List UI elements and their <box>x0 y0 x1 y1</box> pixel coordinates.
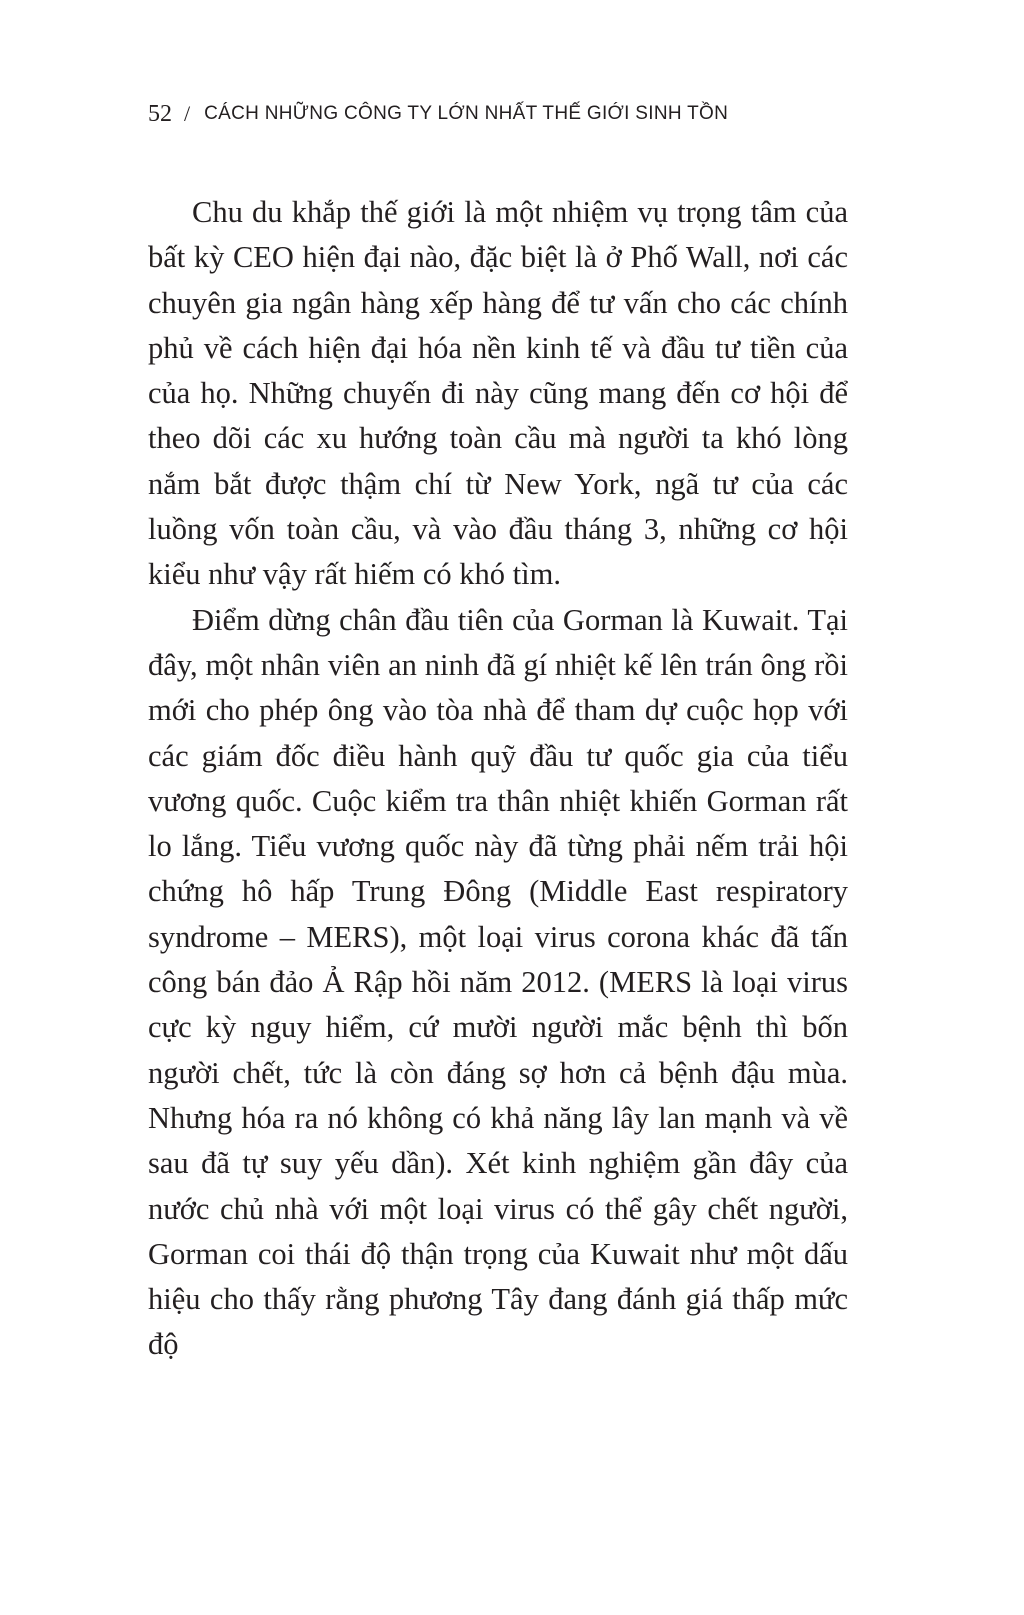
paragraph: Chu du khắp thế giới là một nhiệm vụ trọng tâm của bất kỳ CEO hiện đại nào, đặc biệt là ở Phố Wall, nơi các chuyên gia ngân hàng xếp hàng để tư vấn cho các chính phủ về cách hiện đại hóa nền kinh tế và đầu tư tiền của của họ. Những chuyến đi này cũng mang đến cơ hội để theo dõi các xu hướng toàn cầu mà người ta khó lòng nắm bắt được thậm chí từ New York, ngã tư của các luồng vốn toàn cầu, và vào đầu tháng 3, những cơ hội kiểu như vậy rất hiếm có khó tìm. <box>148 195 848 592</box>
paragraph: Điểm dừng chân đầu tiên của Gorman là Kuwait. Tại đây, một nhân viên an ninh đã gí nhiệt kế lên trán ông rồi mới cho phép ông vào tòa nhà để tham dự cuộc họp với các giám đốc điều hành quỹ đầu tư quốc gia của tiểu vương quốc. Cuộc kiểm tra thân nhiệt khiến Gorman rất lo lắng. Tiểu vương quốc này đã từng phải nếm trải hội chứng hô hấp Trung Đông (Middle East respiratory syndrome – MERS), một loại virus corona khác đã tấn công bán đảo Ả Rập hồi năm 2012. (MERS là loại virus cực kỳ nguy hiểm, cứ mười người mắc bệnh thì bốn người chết, tức là còn đáng sợ hơn cả bệnh đậu mùa. Nhưng hóa ra nó không có khả năng lây lan mạnh và về sau đã tự suy yếu dần). Xét kinh nghiệm gần đây của nước chủ nhà với một loại virus có thể gây chết người, Gorman coi thái độ thận trọng của Kuwait như một dấu hiệu cho thấy rằng phương Tây đang đánh giá thấp mức độ <box>148 602 848 1362</box>
page-number: 52 <box>148 100 172 127</box>
running-title: CÁCH NHỮNG CÔNG TY LỚN NHẤT THẾ GIỚI SINH TỒN <box>204 103 729 124</box>
body-text <box>148 190 848 1368</box>
header-separator: / <box>184 101 191 126</box>
running-header <box>148 96 888 132</box>
